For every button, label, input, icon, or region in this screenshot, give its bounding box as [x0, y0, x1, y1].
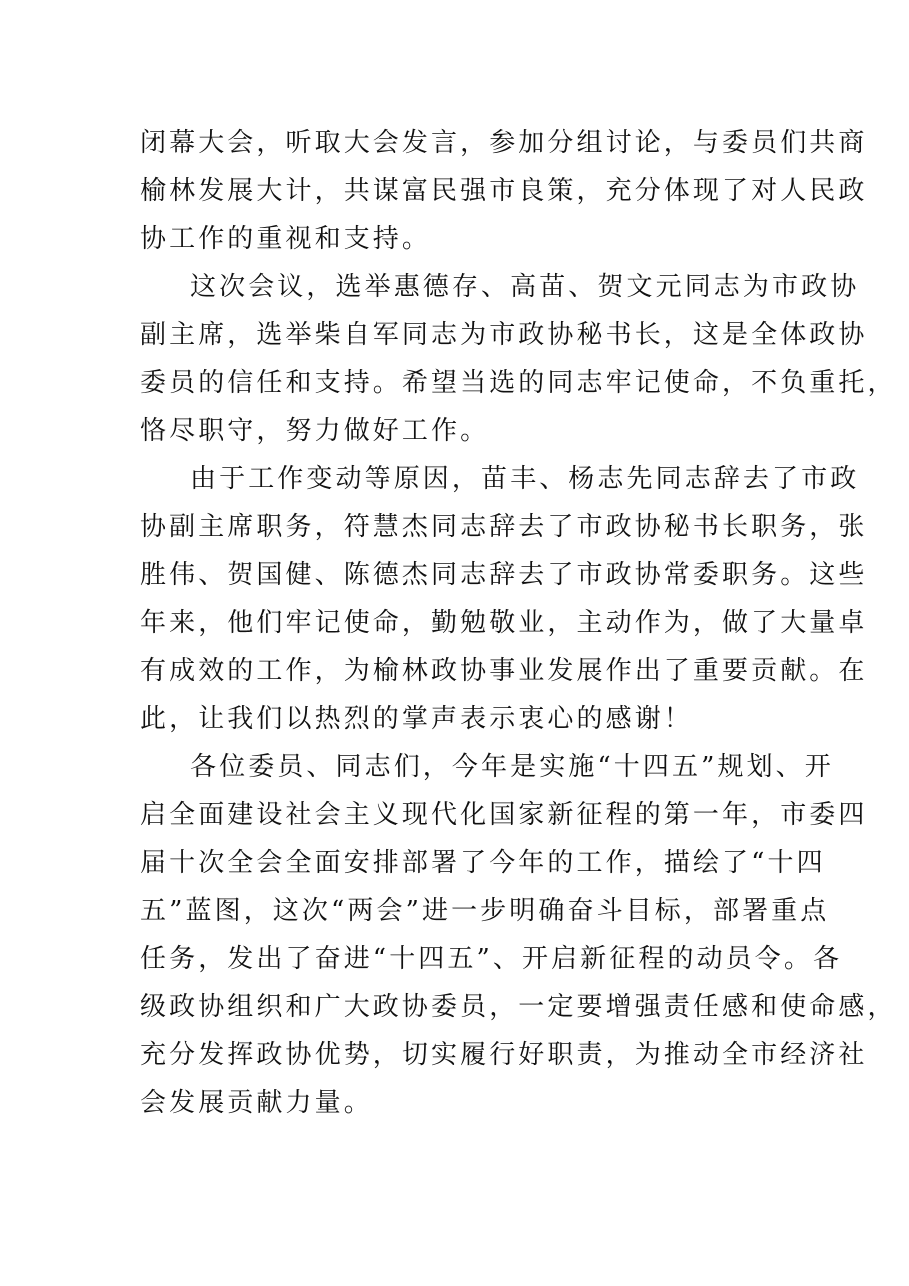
text-line: 启全面建设社会主义现代化国家新征程的第一年，市委四 [140, 800, 868, 830]
text-line: 任务，发出了奋进“十四五”、开启新征程的动员令。各 [140, 944, 843, 974]
text-line: 五”蓝图，这次“两会”进一步明确奋斗目标，部署重点 [140, 896, 830, 926]
text-line: 会发展贡献力量。 [140, 1088, 373, 1118]
text-line: 恪尽职守，努力做好工作。 [140, 416, 490, 446]
text-line: 胜伟、贺国健、陈德杰同志辞去了市政协常委职务。这些 [140, 560, 868, 590]
text-line: 协副主席职务，符慧杰同志辞去了市政协秘书长职务，张 [140, 512, 868, 542]
text-line: 副主席，选举柴自军同志为市政协秘书长，这是全体政协 [140, 320, 868, 350]
text-line: 此，让我们以热烈的掌声表示衷心的感谢！ [140, 704, 693, 734]
paragraph-first-line: 各位委员、同志们，今年是实施“十四五”规划、开 [190, 752, 834, 782]
text-line: 闭幕大会，听取大会发言，参加分组讨论，与委员们共商 [140, 128, 868, 158]
text-line: 级政协组织和广大政协委员，一定要增强责任感和使命感， [140, 992, 897, 1022]
text-line: 协工作的重视和支持。 [140, 224, 432, 254]
text-line: 届十次全会全面安排部署了今年的工作，描绘了“十四 [140, 848, 826, 878]
text-line: 年来，他们牢记使命，勤勉敬业，主动作为，做了大量卓 [140, 608, 868, 638]
text-line: 有成效的工作，为榆林政协事业发展作出了重要贡献。在 [140, 656, 868, 686]
paragraph-first-line: 由于工作变动等原因，苗丰、杨志先同志辞去了市政 [190, 464, 860, 494]
text-line: 榆林发展大计，共谋富民强市良策，充分体现了对人民政 [140, 176, 868, 206]
text-line: 充分发挥政协优势，切实履行好职责，为推动全市经济社 [140, 1040, 868, 1070]
paragraph-first-line: 这次会议，选举惠德存、高苗、贺文元同志为市政协 [190, 272, 860, 302]
text-line: 委员的信任和支持。希望当选的同志牢记使命，不负重托， [140, 368, 897, 398]
